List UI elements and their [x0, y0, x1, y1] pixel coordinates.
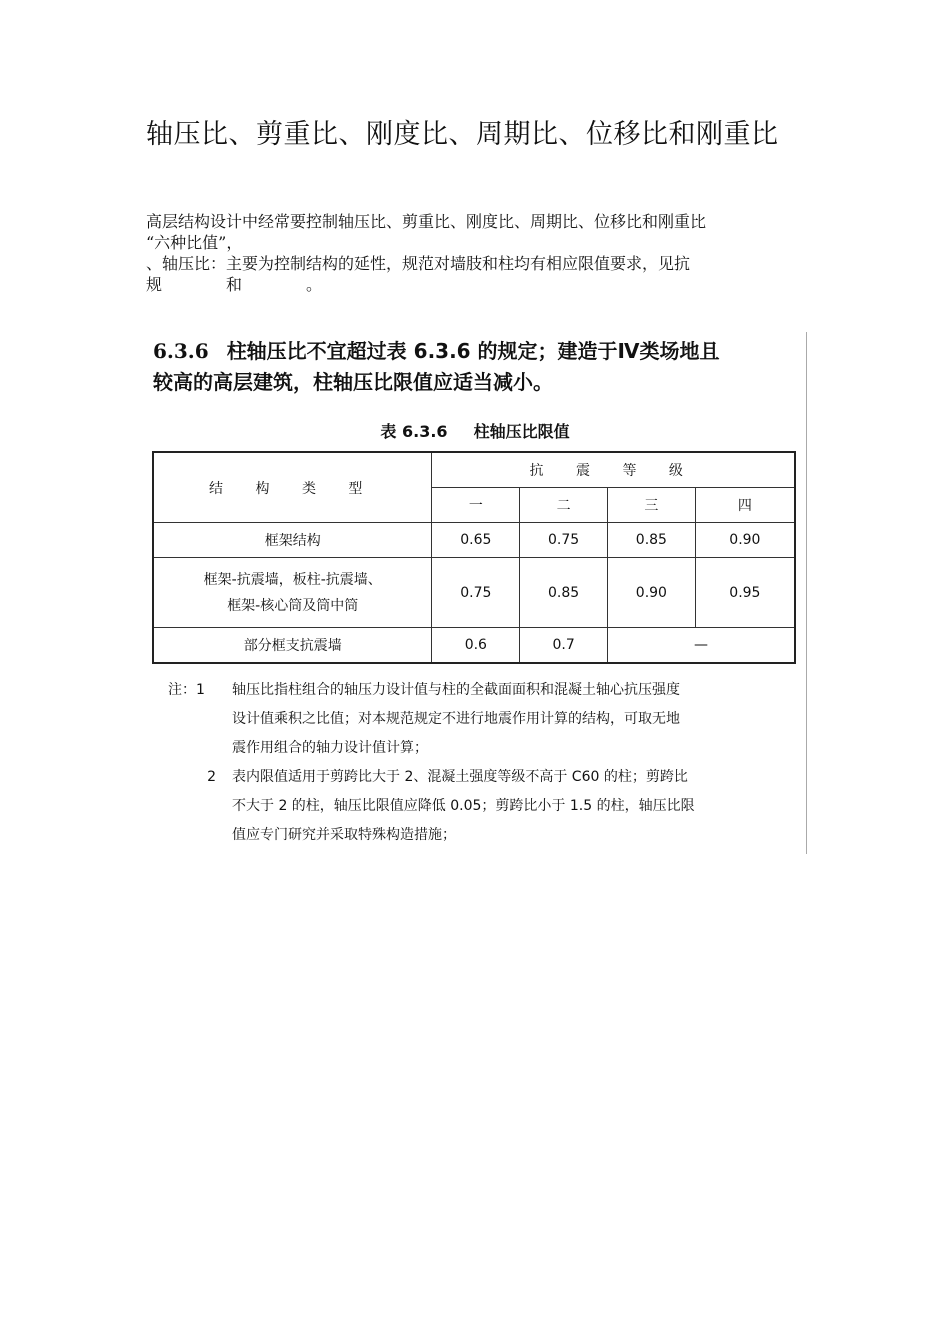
- value-cell: 0.90: [607, 558, 695, 628]
- table-row: [153, 558, 795, 628]
- table-row: [153, 523, 795, 558]
- table-caption: [150, 419, 800, 442]
- table-header-row: [153, 452, 795, 488]
- note-line: 轴压比指柱组合的轴压力设计值与柱的全截面面积和混凝土轴心抗压强度: [232, 682, 680, 698]
- table-caption-number: 表 6.3.6: [380, 422, 448, 441]
- row-label: [153, 558, 432, 628]
- table-notes: [168, 676, 695, 850]
- notes-lead: 注：1: [168, 682, 205, 698]
- value-cell: 0.6: [432, 628, 520, 664]
- value-cell: 0.90: [695, 523, 795, 558]
- code-excerpt-image: [150, 332, 807, 854]
- clause-text: [153, 336, 720, 398]
- value-cell: 0.95: [695, 558, 795, 628]
- note-line: 设计值乘积之比值；对本规范规定不进行地震作用计算的结构，可取无地: [232, 711, 680, 727]
- table-row: [153, 628, 795, 664]
- grade-cell: 一: [432, 488, 520, 523]
- header-structure-type: 结 构 类 型: [153, 452, 432, 523]
- intro-paragraph: [146, 211, 811, 295]
- table-caption-title: 柱轴压比限值: [473, 422, 570, 441]
- intro-line: “六种比值”，: [146, 233, 243, 252]
- clause-line: 较高的高层建筑，柱轴压比限值应适当减小。: [153, 370, 553, 394]
- intro-line: 、轴压比：主要为控制结构的延性，规范对墙肢和柱均有相应限值要求，见抗: [146, 254, 691, 273]
- intro-line: 高层结构设计中经常要控制轴压比、剪重比、刚度比、周期比、位移比和刚重比: [146, 212, 707, 231]
- note-line: 表内限值适用于剪跨比大于 2、混凝土强度等级不高于 C60 的柱；剪跨比: [232, 769, 688, 785]
- note-line: 不大于 2 的柱，轴压比限值应降低 0.05；剪跨比小于 1.5 的柱，轴压比限: [232, 798, 695, 814]
- value-cell: 0.85: [607, 523, 695, 558]
- note-line: 值应专门研究并采取特殊构造措施；: [232, 827, 456, 843]
- axial-ratio-table: [152, 451, 796, 664]
- grade-cell: 二: [520, 488, 608, 523]
- value-cell: 0.7: [520, 628, 608, 664]
- grade-cell: 三: [607, 488, 695, 523]
- value-cell: 0.65: [432, 523, 520, 558]
- header-seismic-grade: 抗 震 等 级: [432, 452, 795, 488]
- value-cell: 0.75: [432, 558, 520, 628]
- row-label: 部分框支抗震墙: [153, 628, 432, 664]
- row-label-line: 框架-抗震墙，板柱-抗震墙、: [203, 571, 382, 588]
- intro-fragment: 和: [226, 275, 243, 294]
- row-label-line: 框架-核心筒及筒中筒: [227, 597, 359, 614]
- clause-number: 6.3.6: [153, 339, 209, 363]
- page-title: 轴压比、剪重比、刚度比、周期比、位移比和刚重比: [146, 119, 779, 150]
- row-label: 框架结构: [153, 523, 432, 558]
- value-cell-dash: —: [607, 628, 795, 664]
- note-line: 震作用组合的轴力设计值计算；: [232, 740, 428, 756]
- grade-cell: 四: [695, 488, 795, 523]
- note-number: 2: [207, 769, 216, 785]
- value-cell: 0.85: [520, 558, 608, 628]
- clause-line: 柱轴压比不宜超过表 6.3.6 的规定；建造于Ⅳ类场地且: [226, 339, 720, 363]
- value-cell: 0.75: [520, 523, 608, 558]
- intro-line: [146, 274, 811, 295]
- intro-fragment: 。: [306, 275, 323, 294]
- intro-fragment: 规: [146, 275, 163, 294]
